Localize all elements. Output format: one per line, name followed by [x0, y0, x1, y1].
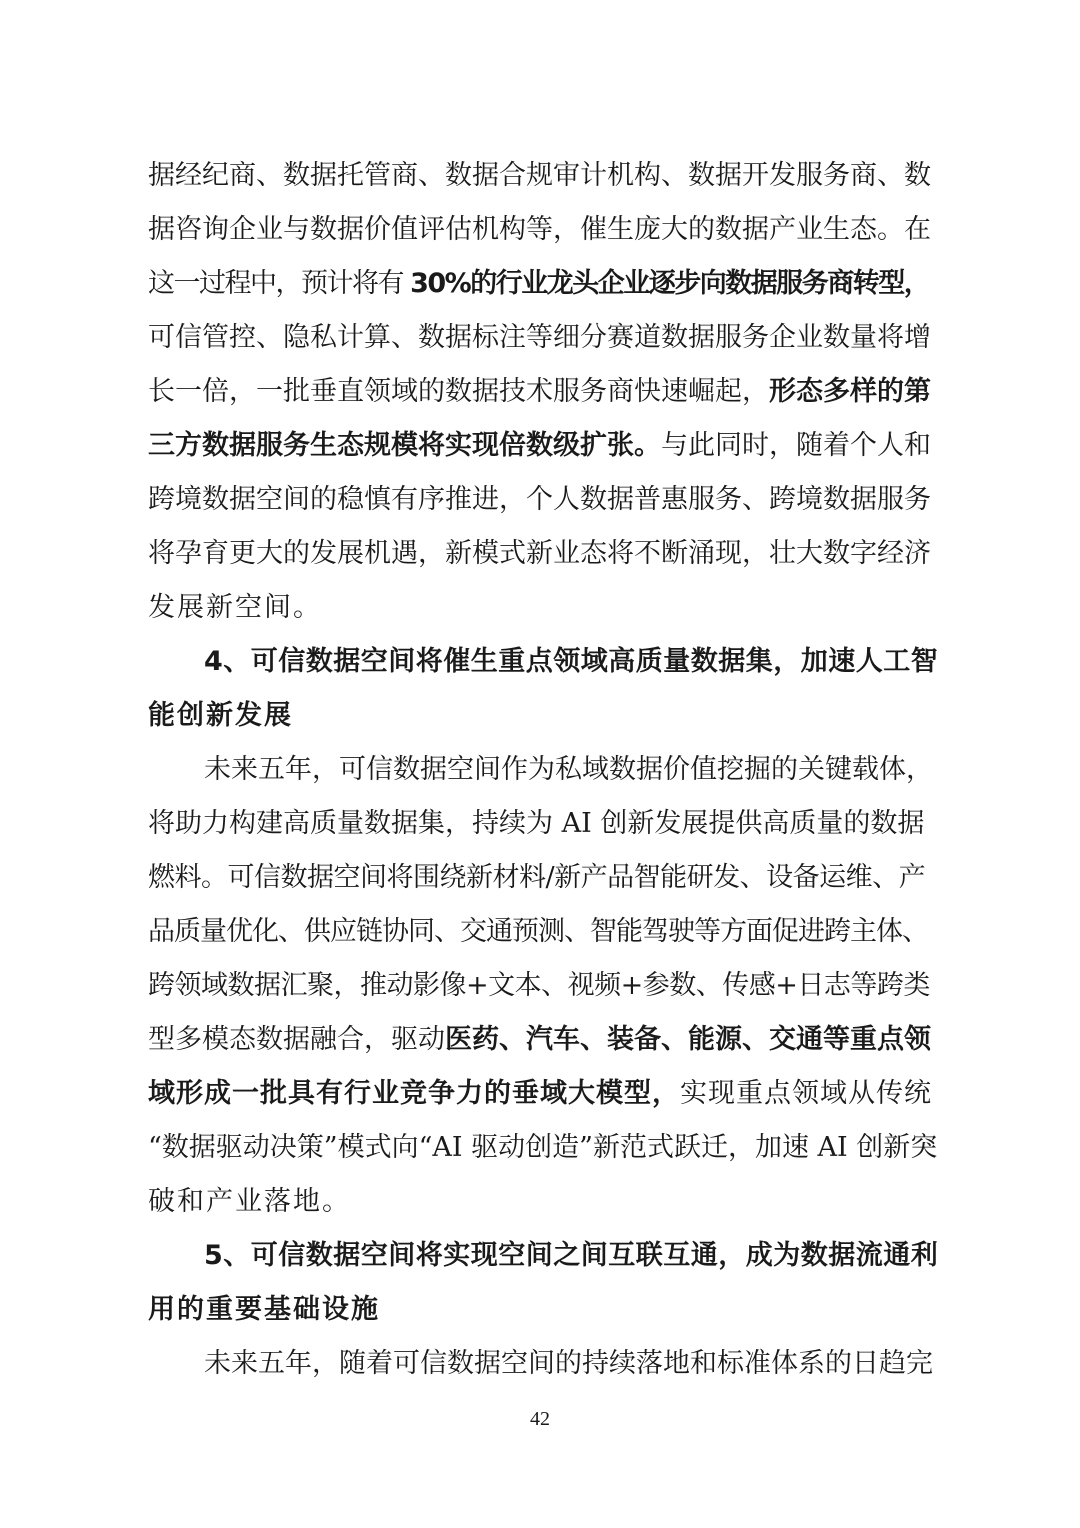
- paragraph-line: [148, 534, 938, 574]
- text: “数据驱动决策”模式向“AI 驱动创造”新范式跃迁，加速 AI 创新突: [148, 1132, 938, 1163]
- paragraph-line: [148, 858, 938, 898]
- text: 据经纪商、数据托管商、数据合规审计机构、数据开发服务商、数: [148, 160, 931, 191]
- text: 型多模态数据融合，驱动: [148, 1024, 445, 1055]
- text: 这一过程中，预计将有: [148, 268, 411, 299]
- page-number: 42: [530, 1408, 550, 1430]
- section-heading: [148, 1290, 938, 1330]
- text: 跨领域数据汇聚，推动影像+文本、视频+参数、传感+日志等跨类: [148, 970, 930, 1001]
- paragraph-line: [148, 1074, 938, 1114]
- bold-text: 30%的行业龙头企业逐步向数据服务商转型，: [410, 268, 930, 299]
- heading-text: 能创新发展: [148, 700, 293, 731]
- paragraph-line: [148, 264, 938, 304]
- paragraph-line: [148, 1128, 938, 1168]
- heading-text: 用的重要基础设施: [148, 1294, 380, 1325]
- bold-text: 形态多样的第: [769, 376, 931, 407]
- text: 可信管控、隐私计算、数据标注等细分赛道数据服务企业数量将增: [148, 322, 931, 353]
- paragraph-line: [204, 1344, 938, 1384]
- paragraph-line: [148, 480, 938, 520]
- section-heading: [204, 1236, 938, 1276]
- paragraph-line: [148, 912, 938, 952]
- text: 跨境数据空间的稳慎有序推进，个人数据普惠服务、跨境数据服务: [148, 484, 931, 515]
- paragraph-line: [148, 1182, 938, 1222]
- paragraph-line: [148, 588, 938, 628]
- text: 发展新空间。: [148, 592, 322, 623]
- text: 品质量优化、供应链协同、交通预测、智能驾驶等方面促进跨主体、: [148, 916, 928, 947]
- paragraph-line: [148, 210, 938, 250]
- text: 据咨询企业与数据价值评估机构等，催生庞大的数据产业生态。在: [148, 214, 931, 245]
- paragraph-line: [148, 426, 938, 466]
- paragraph-line: [204, 750, 938, 790]
- text: 长一倍，一批垂直领域的数据技术服务商快速崛起，: [148, 376, 769, 407]
- paragraph-line: [148, 1020, 938, 1060]
- text: 实现重点领域从传统: [680, 1078, 932, 1109]
- text: 未来五年，随着可信数据空间的持续落地和标准体系的日趋完: [204, 1348, 933, 1379]
- paragraph-line: [148, 966, 938, 1006]
- text: 破和产业落地。: [148, 1186, 351, 1217]
- paragraph-line: [148, 372, 938, 412]
- section-heading: [204, 642, 938, 682]
- text: 未来五年，可信数据空间作为私域数据价值挖掘的关键载体，: [204, 754, 933, 785]
- paragraph-line: [148, 318, 938, 358]
- bold-text: 三方数据服务生态规模将实现倍数级扩张。: [148, 430, 661, 461]
- text: 燃料。可信数据空间将围绕新材料/新产品智能研发、设备运维、产: [148, 862, 926, 893]
- text: 将助力构建高质量数据集，持续为 AI 创新发展提供高质量的数据: [148, 808, 925, 839]
- text: 将孕育更大的发展机遇，新模式新业态将不断涌现，壮大数字经济: [148, 538, 931, 569]
- bold-text: 域形成一批具有行业竞争力的垂域大模型，: [148, 1078, 680, 1109]
- section-heading: [148, 696, 938, 736]
- text: 与此同时，随着个人和: [661, 430, 931, 461]
- heading-text: 4、可信数据空间将催生重点领域高质量数据集，加速人工智: [204, 646, 939, 677]
- bold-text: 医药、汽车、装备、能源、交通等重点领: [445, 1024, 931, 1055]
- paragraph-line: [148, 804, 938, 844]
- paragraph-line: [148, 156, 938, 196]
- heading-text: 5、可信数据空间将实现空间之间互联互通，成为数据流通利: [204, 1240, 939, 1271]
